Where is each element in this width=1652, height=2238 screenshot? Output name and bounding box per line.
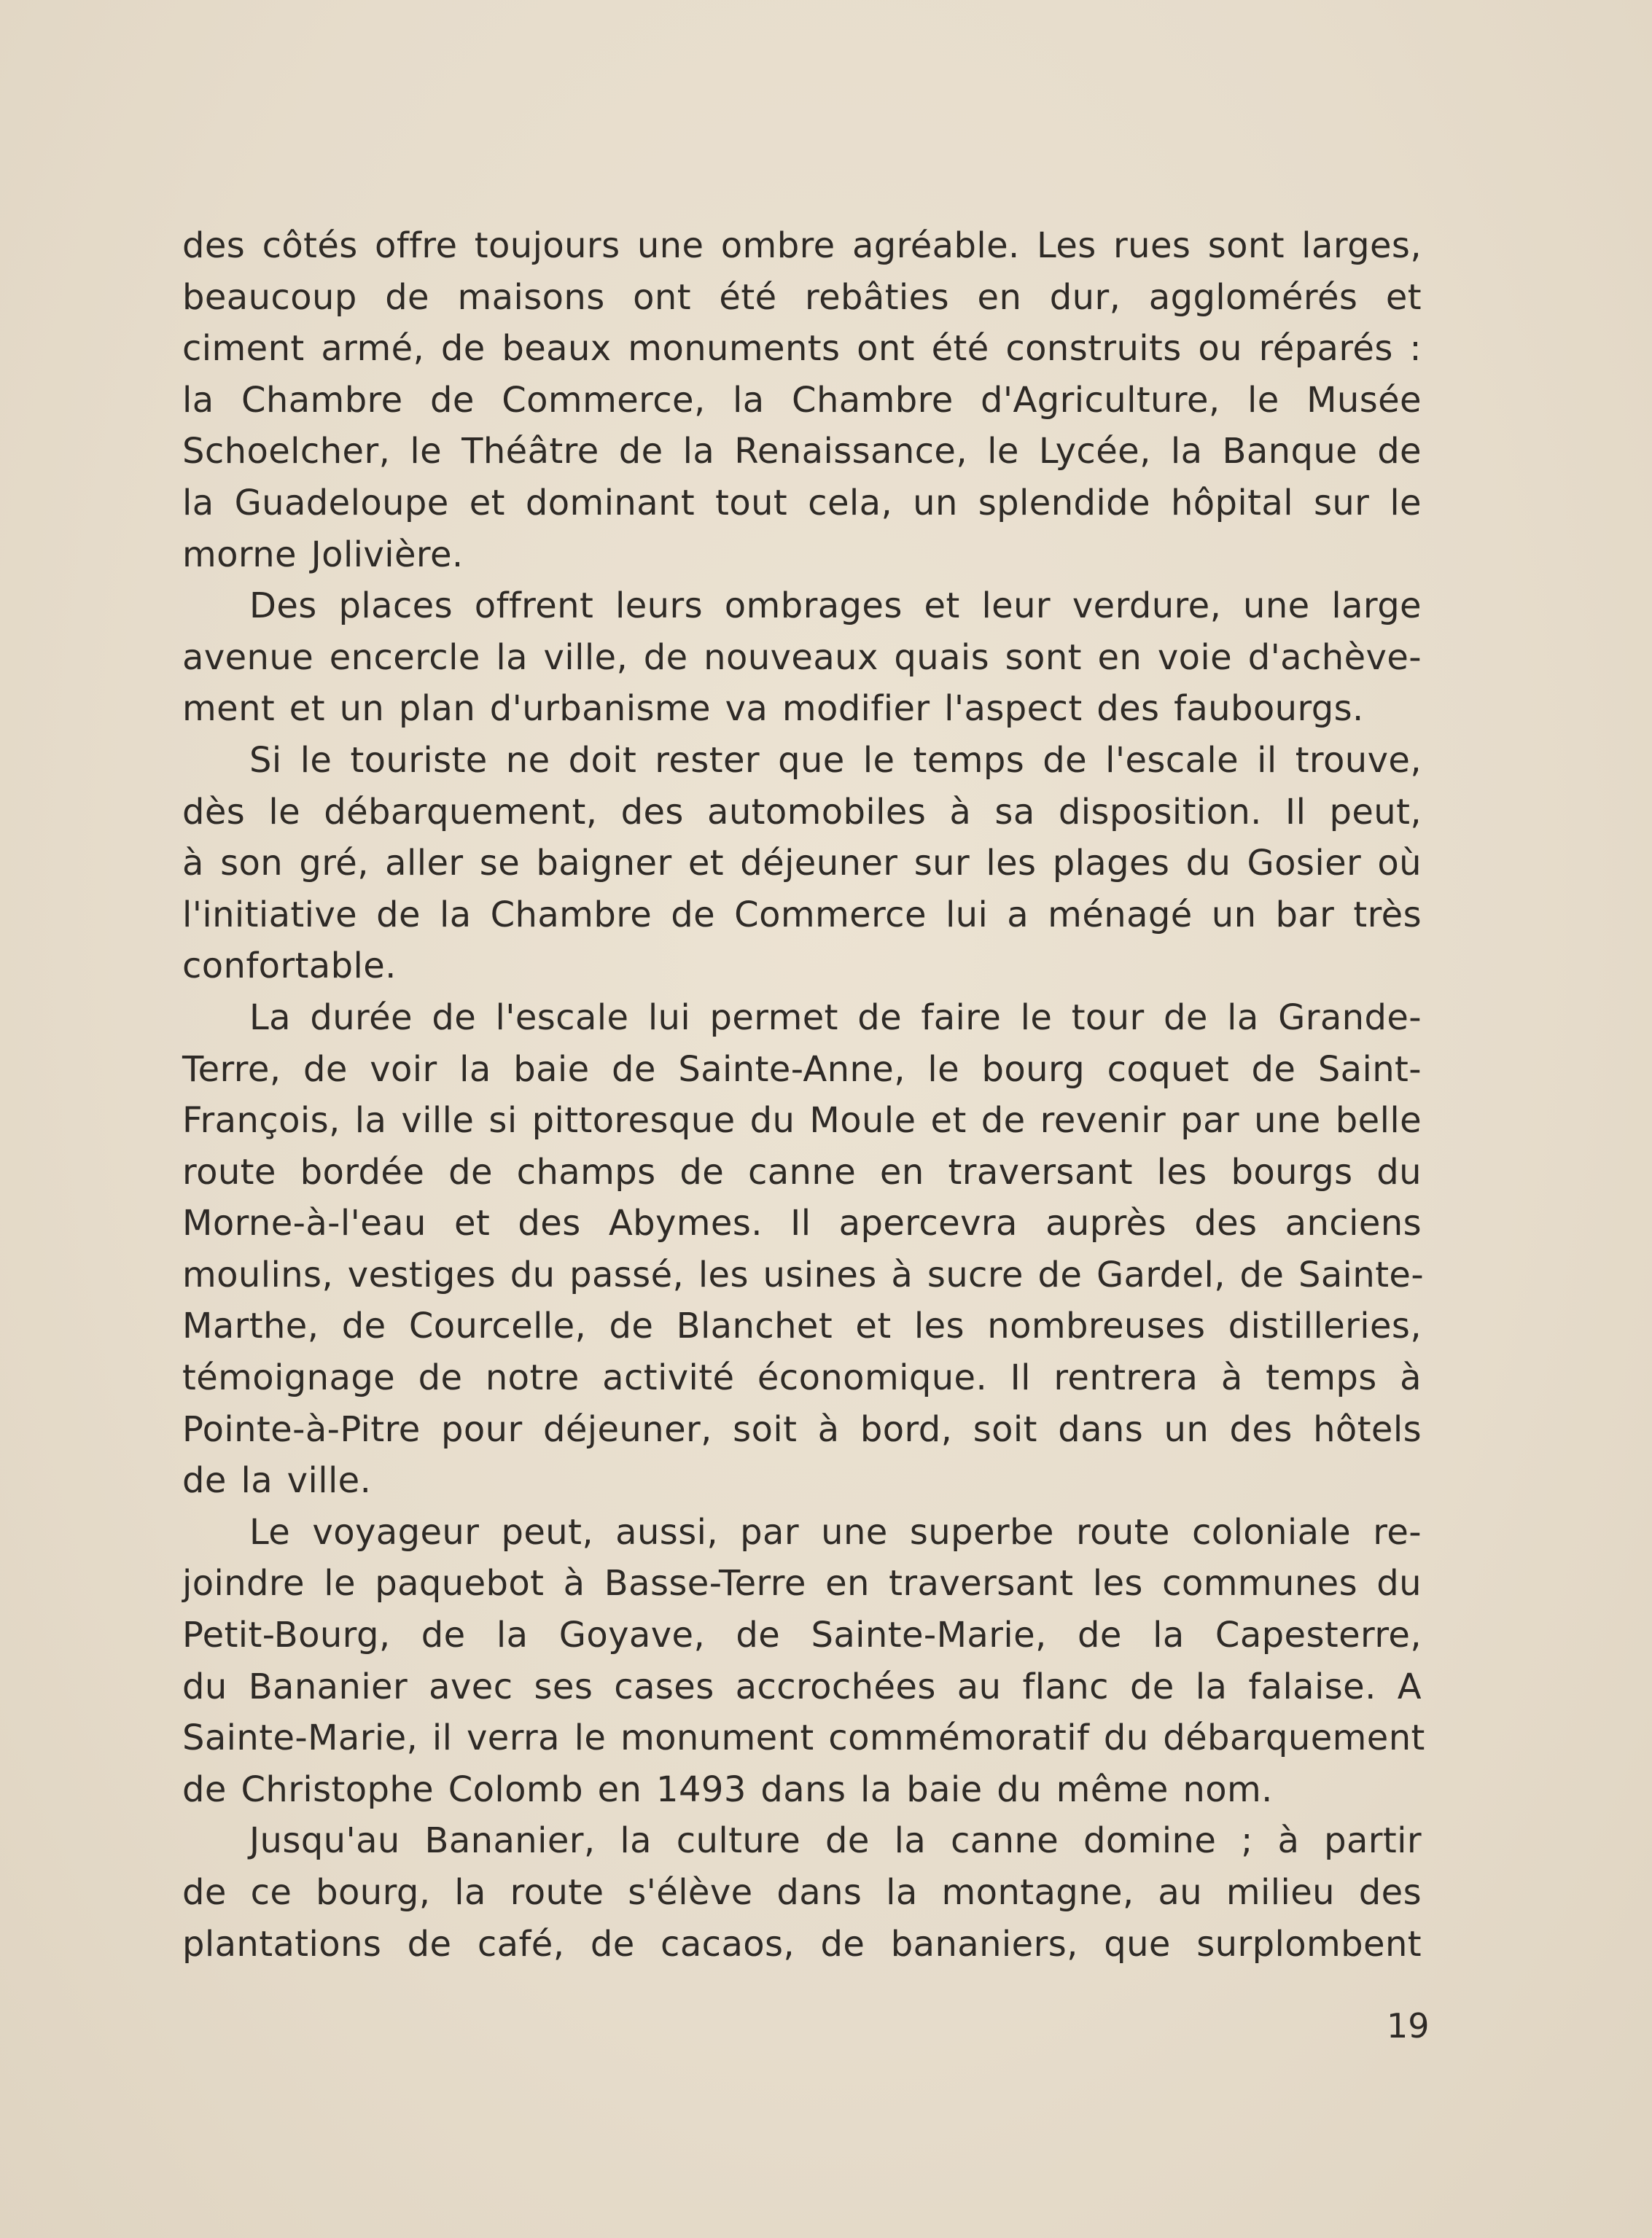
text-line: Petit-Bourg, de la Goyave, de Sainte-Marie, de la Capesterre, [182,1615,1422,1656]
text-line: à son gré, aller se baigner et déjeuner sur les plages du Gosier où [182,843,1422,884]
text-line: Morne-à-l'eau et des Abymes. Il apercevra auprès des anciens [182,1203,1422,1244]
text-line: Jusqu'au Bananier, la culture de la canne domine ; à partir [249,1820,1422,1862]
text-line: la Chambre de Commerce, la Chambre d'Agriculture, le Musée [182,379,1422,421]
text-line: avenue encercle la ville, de nouveaux quais sont en voie d'achève- [182,636,1422,678]
text-line: morne Jolivière. [182,534,464,575]
page-number: 19 [1387,2006,1430,2046]
text-line: témoignage de notre activité économique. Il rentrera à temps à [182,1357,1422,1399]
text-line: du Bananier avec ses cases accrochées au flanc de la falaise. A [182,1666,1422,1707]
text-line: la Guadeloupe et dominant tout cela, un splendide hôpital sur le [182,482,1422,523]
text-line: de la ville. [182,1460,372,1502]
text-line: l'initiative de la Chambre de Commerce lui a ménagé un bar très [182,894,1422,935]
text-line: dès le débarquement, des automobiles à sa disposition. Il peut, [182,791,1422,833]
text-line: route bordée de champs de canne en traversant les bourgs du [182,1151,1422,1193]
text-line: de ce bourg, la route s'élève dans la montagne, au milieu des [182,1872,1422,1913]
text-line: Marthe, de Courcelle, de Blanchet et les nombreuses distilleries, [182,1306,1422,1347]
text-line: de Christophe Colomb en 1493 dans la baie du même nom. [182,1769,1273,1810]
text-line: plantations de café, de cacaos, de bananiers, que surplombent [182,1923,1422,1965]
body-text [182,220,1425,1970]
text-line: confortable. [182,946,397,987]
text-line: Terre, de voir la baie de Sainte-Anne, le bourg coquet de Saint- [182,1048,1422,1090]
text-line: ment et un plan d'urbanisme va modifier l'aspect des faubourgs. [182,688,1364,730]
text-line: Le voyageur peut, aussi, par une superbe route coloniale re- [249,1511,1422,1553]
text-line: François, la ville si pittoresque du Moule et de revenir par une belle [182,1100,1422,1142]
text-line: beaucoup de maisons ont été rebâties en dur, agglomérés et [182,276,1422,318]
text-line: Des places offrent leurs ombrages et leur verdure, une large [249,585,1422,627]
text-line: joindre le paquebot à Basse-Terre en traversant les communes du [182,1563,1422,1605]
text-line: des côtés offre toujours une ombre agréable. Les rues sont larges, [182,225,1422,266]
text-line: Sainte-Marie, il verra le monument commémoratif du débarquement [182,1718,1425,1759]
text-line: Schoelcher, le Théâtre de la Renaissance, le Lycée, la Banque de [182,431,1422,472]
text-line: Si le touriste ne doit rester que le temps de l'escale il trouve, [249,739,1422,781]
text-line: moulins, vestiges du passé, les usines à sucre de Gardel, de Sainte- [182,1254,1425,1295]
text-line: La durée de l'escale lui permet de faire le tour de la Grande- [249,997,1422,1038]
text-line: ciment armé, de beaux monuments ont été construits ou réparés : [182,328,1422,370]
text-line: Pointe-à-Pitre pour déjeuner, soit à bord, soit dans un des hôtels [182,1408,1422,1450]
